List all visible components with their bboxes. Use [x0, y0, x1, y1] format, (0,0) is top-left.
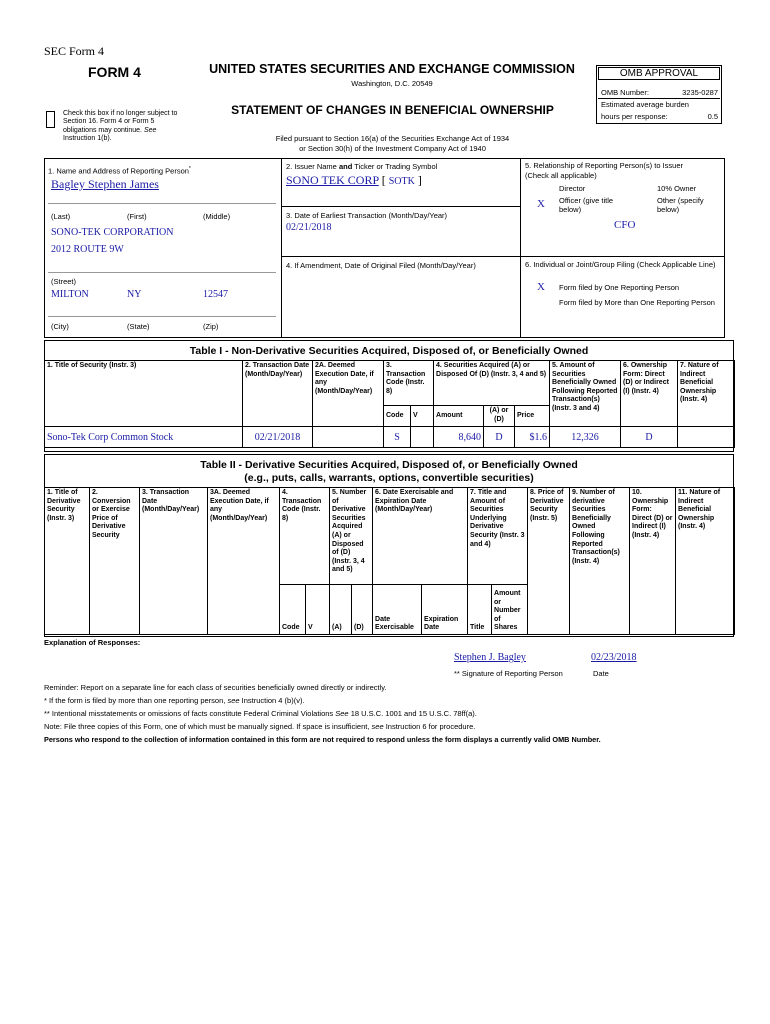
- omb-title: OMB APPROVAL: [598, 67, 720, 80]
- footnote-3-see: see: [371, 722, 384, 731]
- footnote-2-ref: 18 U.S.C. 1001 and 15 U.S.C. 78ff(a).: [348, 709, 477, 718]
- issuer-label: [286, 162, 437, 171]
- issuer-label-part2: Ticker or Trading Symbol: [352, 162, 438, 171]
- checkbox-instruction: [63, 110, 188, 143]
- t2-subheader-expiration: Expiration Date: [422, 585, 468, 635]
- t1-row-amount: 8,640: [434, 427, 484, 448]
- street-label: (Street): [51, 277, 77, 286]
- date-label: Date: [593, 669, 609, 678]
- t2-header-exercisable: 6. Date Exercisable and Expiration Date (Month/Day/Year): [373, 488, 468, 585]
- earliest-transaction-label: 3. Date of Earliest Transaction (Month/Day/Year): [286, 211, 448, 220]
- officer-title: CFO: [614, 219, 636, 231]
- t2-subheader-date-exercisable: Date Exercisable: [373, 585, 422, 635]
- officer-option[interactable]: Officer (give title below): [559, 196, 614, 214]
- t1-subheader-v: V: [411, 406, 434, 427]
- t1-row-price: $1.6: [515, 427, 550, 448]
- signature-date: 02/23/2018: [591, 652, 637, 663]
- t2-subheader-d: (D): [352, 585, 373, 635]
- t1-subheader-amount: Amount: [434, 406, 484, 427]
- t2-header-price: 8. Price of Derivative Security (Instr. 5): [528, 488, 570, 635]
- signature-label: ** Signature of Reporting Person: [454, 669, 563, 678]
- table-1-grid: [44, 360, 735, 448]
- filing-type-label: 6. Individual or Joint/Group Filing (Check Applicable Line): [525, 260, 716, 269]
- t1-header-deemed: 2A. Deemed Execution Date, if any (Month/Day/Year): [313, 361, 384, 427]
- t1-header-acquired: 4. Securities Acquired (A) or Disposed Of (D) (Instr. 3, 4 and 5): [434, 361, 550, 406]
- footnote-2-text: ** Intentional misstatements or omissions of facts constitute Federal Criminal Violations: [44, 709, 336, 718]
- issuer-label-part1: 2. Issuer Name: [286, 162, 339, 171]
- t2-header-form: 10. Ownership Form: Direct (D) or Indirect (I) (Instr. 4): [630, 488, 676, 635]
- issuer-name[interactable]: SONO TEK CORP: [286, 173, 379, 187]
- footnote-1: [44, 696, 305, 705]
- officer-check-mark: X: [537, 198, 545, 210]
- t2-subheader-code: Code: [280, 585, 306, 635]
- city-value: MILTON: [51, 289, 89, 300]
- t2-header-title: 1. Title of Derivative Security (Instr. 3): [45, 488, 90, 635]
- omb-hours-label: hours per response:: [601, 112, 668, 121]
- t1-header-owned: 5. Amount of Securities Beneficially Owned Following Reported Transaction(s) (Instr. 3 and 4): [550, 361, 621, 427]
- t1-header-form: 6. Ownership Form: Direct (D) or Indirect (I) (Instr. 4): [621, 361, 678, 427]
- agency-location: Washington, D.C. 20549: [351, 79, 433, 88]
- relationship-label: 5. Relationship of Reporting Person(s) to Issuer: [525, 161, 683, 170]
- reporting-person-name[interactable]: Bagley Stephen James: [51, 177, 159, 191]
- t1-row-deemed: [313, 427, 384, 448]
- state-label: (State): [127, 322, 150, 331]
- middle-label: (Middle): [203, 212, 231, 221]
- other-option[interactable]: Other (specify below): [657, 196, 704, 214]
- footnote-3: [44, 722, 475, 731]
- t1-header-nature: 7. Nature of Indirect Beneficial Ownership (Instr. 4): [678, 361, 735, 427]
- reporting-person-label-text: 1. Name and Address of Reporting Person: [48, 166, 189, 176]
- address-line-1: SONO-TEK CORPORATION: [51, 227, 174, 238]
- filed-line-1: Filed pursuant to Section 16(a) of the Securities Exchange Act of 1934: [275, 134, 510, 143]
- relationship-sub: (Check all applicable): [525, 171, 597, 180]
- state-value: NY: [127, 289, 142, 300]
- table-row: [45, 427, 735, 448]
- t1-row-date: 02/21/2018: [243, 427, 313, 448]
- omb-disclaimer: Persons who respond to the collection of information contained in this form are not required to respond unless the form displays a currently valid OMB Number.: [44, 735, 601, 744]
- last-label: (Last): [51, 212, 71, 221]
- t1-row-title: Sono-Tek Corp Common Stock: [45, 427, 243, 448]
- reporting-person-label: [48, 165, 191, 176]
- t1-header-code: 3. Transaction Code (Instr. 8): [384, 361, 434, 406]
- t1-row-owned: 12,326: [550, 427, 621, 448]
- omb-burden-label: Estimated average burden: [601, 100, 689, 109]
- zip-value: 12547: [203, 289, 228, 300]
- issuer-label-and: and: [338, 162, 353, 171]
- checkbox-see: See: [143, 126, 157, 134]
- issuer-ticker: SOTK: [388, 176, 415, 187]
- footnote-1-see: see: [227, 696, 240, 705]
- checkbox-instruction-ref: Instruction 1(b).: [63, 134, 112, 142]
- one-person-option[interactable]: Form filed by One Reporting Person: [559, 283, 680, 292]
- t1-subheader-code: Code: [384, 406, 411, 427]
- table-2-title: Table II - Derivative Securities Acquired, Disposed of, or Beneficially Owned: [200, 459, 578, 471]
- checkbox-text: Check this box if no longer subject to Section 16. Form 4 or Form 5 obligations may continue.: [63, 110, 178, 134]
- t2-subheader-a: (A): [330, 585, 352, 635]
- ticker-bracket-open: [: [381, 173, 386, 187]
- t1-row-v: [411, 427, 434, 448]
- t2-header-underlying: 7. Title and Amount of Securities Underlying Derivative Security (Instr. 3 and 4): [468, 488, 528, 585]
- first-label: (First): [127, 212, 147, 221]
- t1-header-title: 1. Title of Security (Instr. 3): [45, 361, 243, 427]
- city-label: (City): [51, 322, 69, 331]
- ten-percent-owner-option[interactable]: 10% Owner: [657, 184, 697, 193]
- t2-header-nature: 11. Nature of Indirect Beneficial Ownership (Instr. 4): [676, 488, 735, 635]
- t1-row-form: D: [621, 427, 678, 448]
- form-title: FORM 4: [88, 64, 141, 80]
- t2-header-date: 3. Transaction Date (Month/Day/Year): [140, 488, 208, 635]
- t1-row-nature: [678, 427, 735, 448]
- footnote-3-text: Note: File three copies of this Form, one of which must be manually signed. If space is insufficient,: [44, 722, 372, 731]
- table-1-title: Table I - Non-Derivative Securities Acquired, Disposed of, or Beneficially Owned: [189, 345, 589, 357]
- statement-title: STATEMENT OF CHANGES IN BENEFICIAL OWNERSHIP: [231, 103, 554, 117]
- omb-number-value: 3235-0287: [682, 88, 718, 97]
- amendment-label: 4. If Amendment, Date of Original Filed (Month/Day/Year): [286, 261, 476, 270]
- t2-subheader-title: Title: [468, 585, 492, 635]
- ticker-bracket-close: ]: [417, 173, 422, 187]
- reminder-text: Reminder: Report on a separate line for each class of securities beneficially owned directly or indirectly.: [44, 683, 387, 692]
- footnote-1-ref: Instruction 4 (b)(v).: [239, 696, 305, 705]
- sec-form-label: SEC Form 4: [44, 44, 105, 58]
- explanation-label: Explanation of Responses:: [44, 638, 141, 647]
- no-longer-subject-checkbox[interactable]: [46, 111, 55, 128]
- multiple-persons-option[interactable]: Form filed by More than One Reporting Person: [559, 298, 715, 307]
- t2-header-conversion: 2. Conversion or Exercise Price of Derivative Security: [90, 488, 140, 635]
- reporting-person-label-mark: *: [188, 166, 191, 172]
- t2-header-number: 5. Number of Derivative Securities Acquired (A) or Disposed of (D) (Instr. 3, 4 and 5): [330, 488, 373, 585]
- earliest-transaction-date: 02/21/2018: [286, 222, 332, 233]
- footnote-2: [44, 709, 477, 718]
- issuer-name-ticker: [286, 173, 422, 188]
- omb-hours-value: 0.5: [707, 112, 718, 121]
- signature: Stephen J. Bagley: [454, 652, 526, 663]
- agency-name: UNITED STATES SECURITIES AND EXCHANGE COMMISSION: [209, 62, 575, 76]
- t2-header-owned: 9. Number of derivative Securities Beneficially Owned Following Reported Transaction(s) (Instr. 4): [570, 488, 630, 635]
- address-line-2: 2012 ROUTE 9W: [51, 244, 124, 255]
- t1-header-date: 2. Transaction Date (Month/Day/Year): [243, 361, 313, 427]
- zip-label: (Zip): [203, 322, 219, 331]
- director-option[interactable]: Director: [559, 184, 586, 193]
- footnote-1-text: * If the form is filed by more than one reporting person,: [44, 696, 228, 705]
- t1-subheader-aord: (A) or (D): [484, 406, 515, 427]
- t2-subheader-amount: Amount or Number of Shares: [492, 585, 528, 635]
- t2-subheader-v: V: [306, 585, 330, 635]
- one-person-check-mark: X: [537, 281, 545, 293]
- filed-line-2: or Section 30(h) of the Investment Company Act of 1940: [299, 144, 486, 153]
- footnote-2-see: See: [335, 709, 349, 718]
- t1-row-aord: D: [484, 427, 515, 448]
- omb-number-label: OMB Number:: [601, 88, 649, 97]
- t2-header-code: 4. Transaction Code (Instr. 8): [280, 488, 330, 585]
- t2-header-deemed: 3A. Deemed Execution Date, if any (Month/Day/Year): [208, 488, 280, 635]
- table-2-grid: [44, 487, 735, 635]
- footnote-3-ref: Instruction 6 for procedure.: [383, 722, 476, 731]
- table-2-subtitle: (e.g., puts, calls, warrants, options, convertible securities): [244, 472, 534, 484]
- t1-row-code: S: [384, 427, 411, 448]
- t1-subheader-price: Price: [515, 406, 550, 427]
